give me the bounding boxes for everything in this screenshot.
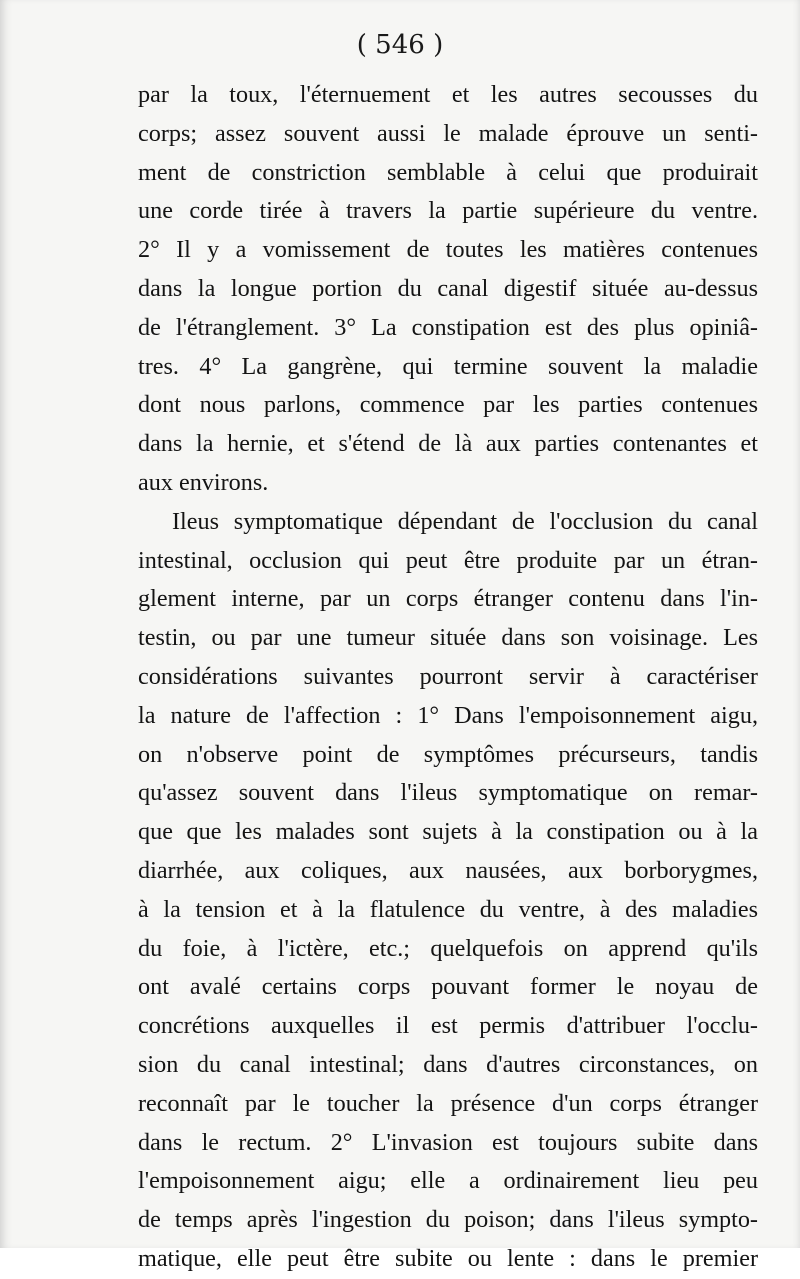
text-line: aux environs. — [138, 468, 269, 496]
text-line: dans la hernie, et s'étend de là aux parties contenantes et — [138, 430, 758, 458]
text-line: du foie, à l'ictère, etc.; quelquefois on apprend qu'ils — [138, 934, 758, 962]
text-line: 2° Il y a vomissement de toutes les matières contenues — [138, 236, 758, 264]
page-body-text — [138, 76, 758, 1279]
text-line: ment de constriction semblable à celui que produirait — [138, 158, 758, 186]
text-line: tres. 4° La gangrène, qui termine souvent la maladie — [138, 352, 758, 380]
text-line: matique, elle peut être subite ou lente : dans le premier — [138, 1244, 758, 1272]
text-line: glement interne, par un corps étranger contenu dans l'in- — [138, 585, 758, 613]
text-line: une corde tirée à travers la partie supérieure du ventre. — [138, 197, 758, 225]
text-line: dans la longue portion du canal digestif située au-dessus — [138, 274, 758, 302]
text-line: diarrhée, aux coliques, aux nausées, aux borborygmes, — [138, 856, 758, 884]
text-line: on n'observe point de symptômes précurseurs, tandis — [138, 740, 758, 768]
text-line: reconnaît par le toucher la présence d'un corps étranger — [138, 1089, 758, 1117]
text-line: testin, ou par une tumeur située dans son voisinage. Les — [138, 624, 758, 652]
text-line: la nature de l'affection : 1° Dans l'empoisonnement aigu, — [138, 701, 758, 729]
text-line: intestinal, occlusion qui peut être produite par un étran- — [138, 546, 758, 574]
text-line: à la tension et à la flatulence du ventre, à des maladies — [138, 895, 758, 923]
text-line: qu'assez souvent dans l'ileus symptomatique on remar- — [138, 779, 758, 807]
text-line: dont nous parlons, commence par les parties contenues — [138, 391, 758, 419]
text-line: de temps après l'ingestion du poison; dans l'ileus sympto- — [138, 1206, 758, 1234]
text-line: dans le rectum. 2° L'invasion est toujours subite dans — [138, 1128, 758, 1156]
text-line: concrétions auxquelles il est permis d'attribuer l'occlu- — [138, 1012, 758, 1040]
text-line: que que les malades sont sujets à la constipation ou à la — [138, 818, 758, 846]
text-line: sion du canal intestinal; dans d'autres circonstances, on — [138, 1050, 758, 1078]
page-number: ( 546 ) — [356, 30, 444, 60]
text-line: corps; assez souvent aussi le malade éprouve un senti- — [138, 119, 758, 147]
text-line: considérations suivantes pourront servir à caractériser — [138, 662, 758, 690]
text-line: de l'étranglement. 3° La constipation est des plus opiniâ- — [138, 313, 758, 341]
text-line: l'empoisonnement aigu; elle a ordinairement lieu peu — [138, 1167, 758, 1195]
text-line: Ileus symptomatique dépendant de l'occlusion du canal — [172, 507, 758, 535]
text-line: par la toux, l'éternuement et les autres secousses du — [138, 81, 758, 108]
text-line: ont avalé certains corps pouvant former le noyau de — [138, 973, 758, 1001]
